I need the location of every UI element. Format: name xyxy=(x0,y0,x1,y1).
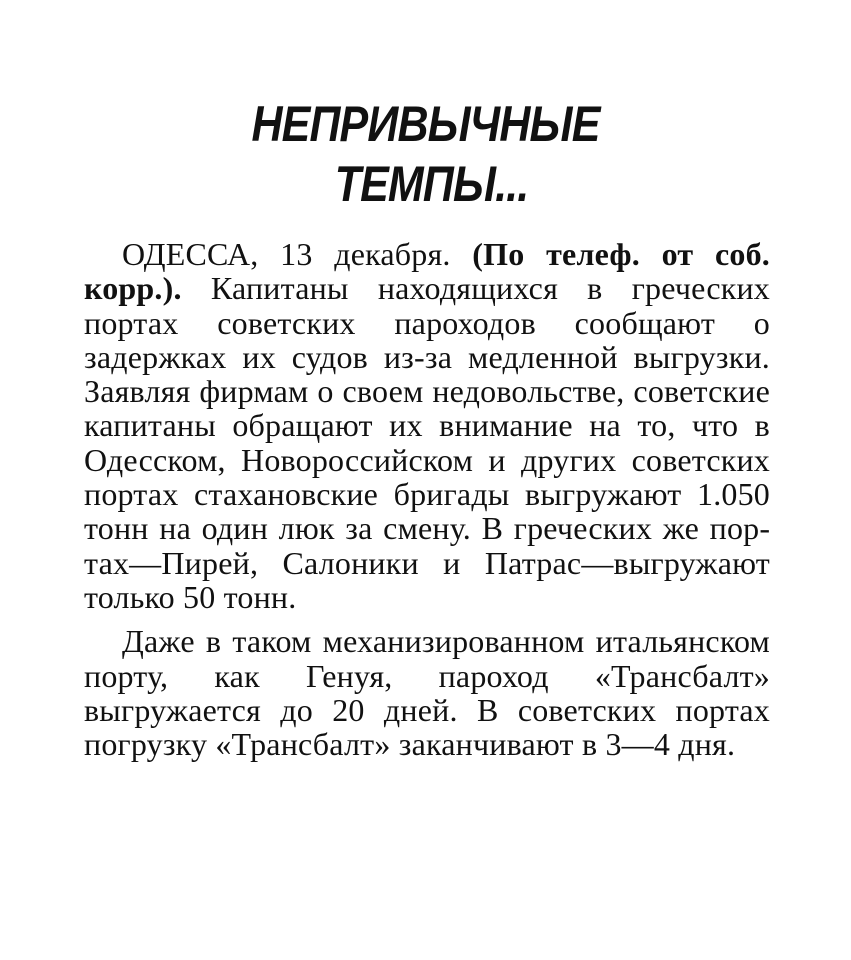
article-paragraph-1 xyxy=(84,237,770,614)
headline xyxy=(60,94,792,214)
article-paragraph-1-text: Капитаны находящихся в греческих портах советских пароходов сообщают о задержках их судов из-за медленной выгрузки. Заявляя фирмам о своем недовольстве, советские капитаны обращают их внимание на то, что в Одесском, Новороссийском и других советских портах стахановские бригады выгружают 1.050 тонн на один люк за смену. В греческих же портах—Пирей, Салоники и Патрас—выгружают только 50 тонн. xyxy=(84,270,770,615)
article-body xyxy=(84,237,770,761)
dateline: ОДЕССА, 13 декабря. xyxy=(122,236,451,272)
headline-line-2: ТЕМПЫ... xyxy=(334,155,529,212)
article-paragraph-2: Даже в таком механизированном итальянском порту, как Генуя, пароход «Трансбалт» выгружается до 20 дней. В советских портах погрузку «Трансбалт» заканчивают в 3—4 дня. xyxy=(84,623,770,763)
headline-line-1: НЕПРИВЫЧНЫЕ xyxy=(251,95,600,152)
correspondent-credit: (По телеф. от соб. корр.). xyxy=(84,236,770,307)
